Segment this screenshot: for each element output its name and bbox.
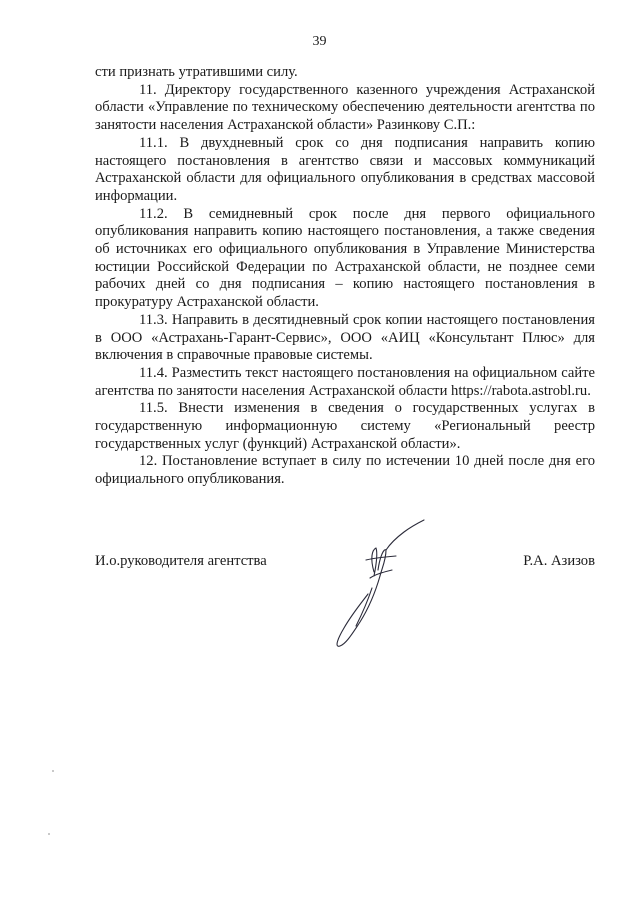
signatory-name: Р.А. Азизов xyxy=(523,553,595,569)
paragraph-11-1: 11.1. В двухдневный срок со дня подписания направить копию настоящего постановления в агентство связи и массовых коммуникаций Астраханской области для официального опубликования в средствах массовой информации. xyxy=(95,134,595,204)
paragraph-continuation: сти признать утратившими силу. xyxy=(95,64,298,80)
scan-speck xyxy=(52,770,54,772)
handwritten-signature xyxy=(312,510,432,660)
scan-speck xyxy=(48,833,50,835)
document-body xyxy=(95,64,595,489)
paragraph-11-3: 11.3. Направить в десятидневный срок копии настоящего постановления в ООО «Астрахань-Гарант-Сервис», ООО «АИЦ «Консультант Плюс» для включения в справочные правовые системы. xyxy=(95,311,595,364)
signatory-position: И.о.руководителя агентства xyxy=(95,553,267,569)
page-number: 39 xyxy=(312,34,327,49)
paragraph-11-5: 11.5. Внести изменения в сведения о государственных услугах в государственную информационную систему «Региональный реестр государственных услуг (функций) Астраханской области». xyxy=(95,400,595,452)
paragraph-11-4: 11.4. Разместить текст настоящего постановления на официальном сайте агентства по занятости населения Астраханской области https://rabota.astrobl.ru. xyxy=(95,364,595,399)
paragraph-11: 11. Директору государственного казенного учреждения Астраханской области «Управление по техническому обеспечению деятельности агентства по занятости населения Астраханской области» Разинкову С.П.: xyxy=(95,81,595,134)
paragraph-11-2: 11.2. В семидневный срок после дня первого официального опубликования направить копию настоящего постановления, а также сведения об источниках его официального опубликования в Управление Министерства юстиции Российской Федерации по Астраханской области, не позднее семи рабочих дней со дня подписания – копию настоящего постановления в прокуратуру Астраханской области. xyxy=(95,205,595,311)
paragraph-12: 12. Постановление вступает в силу по истечении 10 дней после дня его официального опубликования. xyxy=(95,453,595,488)
